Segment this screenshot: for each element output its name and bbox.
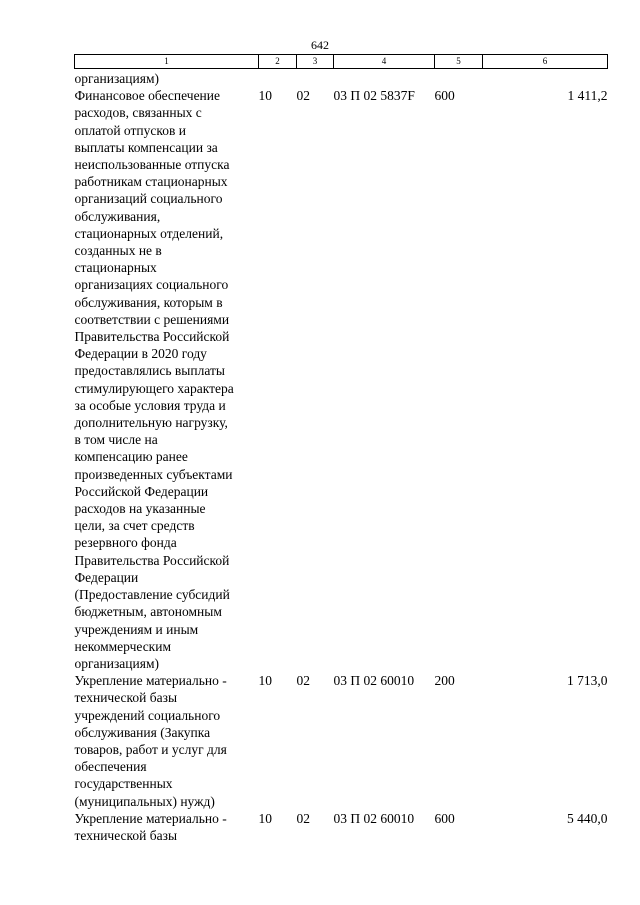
item-name-line: стимулирующего характера (74, 380, 234, 396)
section-cell: 10 (258, 810, 272, 826)
expense-type-cell: 200 (434, 673, 455, 689)
item-name-line: расходов, связанных с (74, 105, 202, 121)
item-name-line: Российской Федерации (74, 483, 209, 499)
item-name-line: Финансовое обеспечение (74, 88, 221, 104)
header-col-1: 1 (75, 55, 259, 69)
amount-cell: 1 411,2 (567, 88, 608, 104)
item-name-line: оплатой отпусков и (74, 122, 186, 138)
target-article-cell: 03 П 02 60010 (333, 673, 415, 689)
header-col-4: 4 (334, 55, 435, 69)
table-body (75, 69, 608, 845)
target-article-cell: 03 П 02 5837F (333, 88, 415, 104)
item-name-line: работникам стационарных (74, 174, 228, 190)
item-name-line: Правительства Российской (74, 552, 230, 568)
expense-type-cell: 600 (434, 810, 455, 826)
subsection-cell: 02 (296, 88, 310, 104)
table-row (75, 672, 608, 810)
table-row (75, 69, 608, 88)
item-name-line: обеспечения (74, 759, 147, 775)
item-name-line: товаров, работ и услуг для (74, 741, 227, 757)
item-name-cell (75, 810, 259, 844)
item-name-line: стационарных (74, 260, 157, 276)
item-name-line: за особые условия труда и (74, 397, 226, 413)
item-name-line: учреждениям и иным (74, 621, 199, 637)
header-col-5: 5 (435, 55, 483, 69)
item-name-line: Правительства Российской (74, 329, 230, 345)
item-name-line: Федерации (74, 569, 139, 585)
item-name-line: соответствии с решениями (74, 311, 230, 327)
item-name-line: предоставлялись выплаты (74, 363, 225, 379)
item-name-line: выплаты компенсации за (74, 139, 218, 155)
item-name-line: дополнительную нагрузку, (74, 415, 228, 431)
header-row (75, 55, 608, 69)
item-name-line: компенсацию ранее (74, 449, 188, 465)
item-name-line: Укрепление материально - (74, 673, 227, 689)
section-cell (259, 69, 297, 88)
item-name-cell (75, 87, 259, 672)
item-name-line: организациям) (74, 655, 160, 671)
amount-cell: 1 713,0 (567, 673, 608, 689)
item-name-line: организациям) (74, 71, 160, 86)
section-cell: 10 (258, 88, 272, 104)
item-name-line: в том числе на (74, 432, 158, 448)
item-name-line: (Предоставление субсидий (74, 587, 230, 603)
item-name-line: цели, за счет средств (74, 518, 195, 534)
target-article-cell: 03 П 02 60010 (333, 810, 415, 826)
item-name-line: организаций социального (74, 191, 223, 207)
item-name-cell (75, 69, 259, 88)
expense-type-cell (435, 69, 483, 88)
section-cell: 10 (258, 673, 272, 689)
item-name-line: Укрепление материально - (74, 810, 227, 826)
header-col-3: 3 (297, 55, 334, 69)
item-name-cell (75, 672, 259, 810)
item-name-line: произведенных субъектами (74, 466, 233, 482)
item-name-line: обслуживания (Закупка (74, 724, 211, 740)
item-name-line: бюджетным, автономным (74, 604, 222, 620)
subsection-cell (297, 69, 334, 88)
item-name-line: некоммерческим (74, 638, 172, 654)
item-name-line: неиспользованные отпуска (74, 157, 230, 173)
item-name-line: технической базы (74, 827, 178, 843)
item-name-line: стационарных отделений, (74, 225, 224, 241)
amount-cell (483, 69, 608, 88)
item-name-line: расходов на указанные (74, 501, 206, 517)
item-name-line: (муниципальных) нужд) (74, 793, 215, 809)
budget-table (74, 54, 608, 844)
expense-type-cell: 600 (434, 88, 455, 104)
item-name-line: Федерации в 2020 году (74, 346, 207, 362)
item-name-line: созданных не в (74, 243, 162, 259)
item-name-line: технической базы (74, 690, 178, 706)
header-col-2: 2 (259, 55, 297, 69)
item-name-line: организациях социального (74, 277, 229, 293)
header-col-6: 6 (483, 55, 608, 69)
item-name-line: резервного фонда (74, 535, 177, 551)
item-name-line: государственных (74, 776, 173, 792)
item-name-line: обслуживания, которым в (74, 294, 223, 310)
table-row (75, 810, 608, 844)
item-name-line: учреждений социального (74, 707, 221, 723)
subsection-cell: 02 (296, 673, 310, 689)
table-header (75, 55, 608, 69)
page-number: 642 (311, 38, 329, 52)
amount-cell: 5 440,0 (567, 810, 608, 826)
table-row (75, 87, 608, 672)
item-name-line: обслуживания, (74, 208, 161, 224)
subsection-cell: 02 (296, 810, 310, 826)
target-article-cell (334, 69, 435, 88)
